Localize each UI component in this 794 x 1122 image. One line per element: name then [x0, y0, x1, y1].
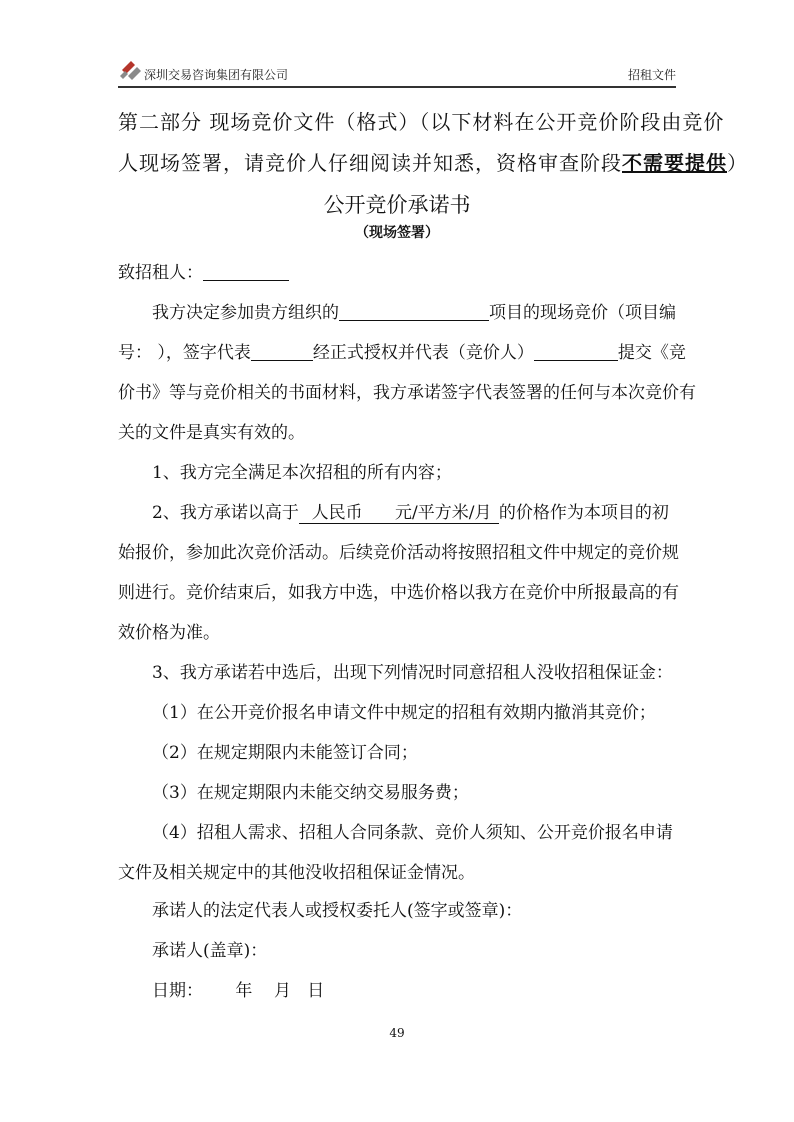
page-title: 公开竞价承诺书 [323, 193, 471, 217]
para1-line2: 号： ），签字代表 经正式授权并代表（竞价人） 提交《竞 [118, 343, 686, 363]
item2-line2: 始报价，参加此次竞价活动。后续竞价活动将按照招租文件中规定的竞价规 [118, 543, 679, 563]
para1-line1: 我方决定参加贵方组织的 项目的现场竞价（项目编 [152, 303, 676, 323]
item1: 1、我方完全满足本次招租的所有内容； [152, 463, 452, 483]
signatory-blank[interactable] [251, 342, 313, 361]
section-heading-line1: 第二部分 现场竞价文件（格式）（以下材料在公开竞价阶段由竞价 [118, 110, 725, 134]
page-subtitle: （现场签署） [355, 225, 439, 241]
signature-seal: 承诺人(盖章)： [152, 941, 268, 961]
project-name-blank[interactable] [339, 302, 489, 321]
signature-representative: 承诺人的法定代表人或授权委托人(签字或签章)： [152, 901, 523, 921]
item3-intro: 3、我方承诺若中选后，出现下列情况时同意招租人没收招租保证金： [152, 663, 673, 683]
document-label: 招租文件 [627, 68, 676, 82]
emphasis-not-required: 不需要提供 [622, 151, 727, 175]
bidder-blank[interactable] [534, 342, 618, 361]
item3-sub1: （1）在公开竞价报名申请文件中规定的招租有效期内撤消其竞价； [152, 703, 656, 723]
page-number: 49 [389, 1026, 405, 1040]
para1-line4: 关的文件是真实有效的。 [118, 423, 305, 443]
section-heading-line2: 人现场签署，请竞价人仔细阅读并知悉，资格审查阶段不需要提供） [118, 151, 748, 175]
para1-line3: 价书》等与竞价相关的书面材料，我方承诺签字代表签署的任何与本次竞价有 [118, 383, 696, 403]
item2-line1: 2、我方承诺以高于 人民币 元/平方米/月 的价格作为本项目的初 [152, 503, 669, 523]
addressee: 致招租人： [118, 258, 289, 283]
price-fill-blank[interactable]: 人民币 元/平方米/月 [300, 503, 497, 523]
item2-line3: 则进行。竞价结束后，如我方中选，中选价格以我方在竞价中所报最高的有 [118, 583, 679, 603]
page-header [118, 54, 676, 88]
company-logo-icon [118, 56, 144, 82]
item2-line4: 效价格为准。 [118, 623, 220, 643]
addressee-blank[interactable] [203, 262, 289, 281]
item3-sub3: （3）在规定期限内未能交纳交易服务费； [152, 783, 469, 803]
item3-sub4-line1: （4）招租人需求、招租人合同条款、竞价人须知、公开竞价报名申请 [152, 823, 673, 843]
signature-date: 日期： 年 月 日 [152, 981, 325, 1001]
item3-sub2: （2）在规定期限内未能签订合同； [152, 743, 418, 763]
item3-sub4-line2: 文件及相关规定中的其他没收招租保证金情况。 [118, 863, 475, 883]
company-name: 深圳交易咨询集团有限公司 [144, 68, 289, 82]
